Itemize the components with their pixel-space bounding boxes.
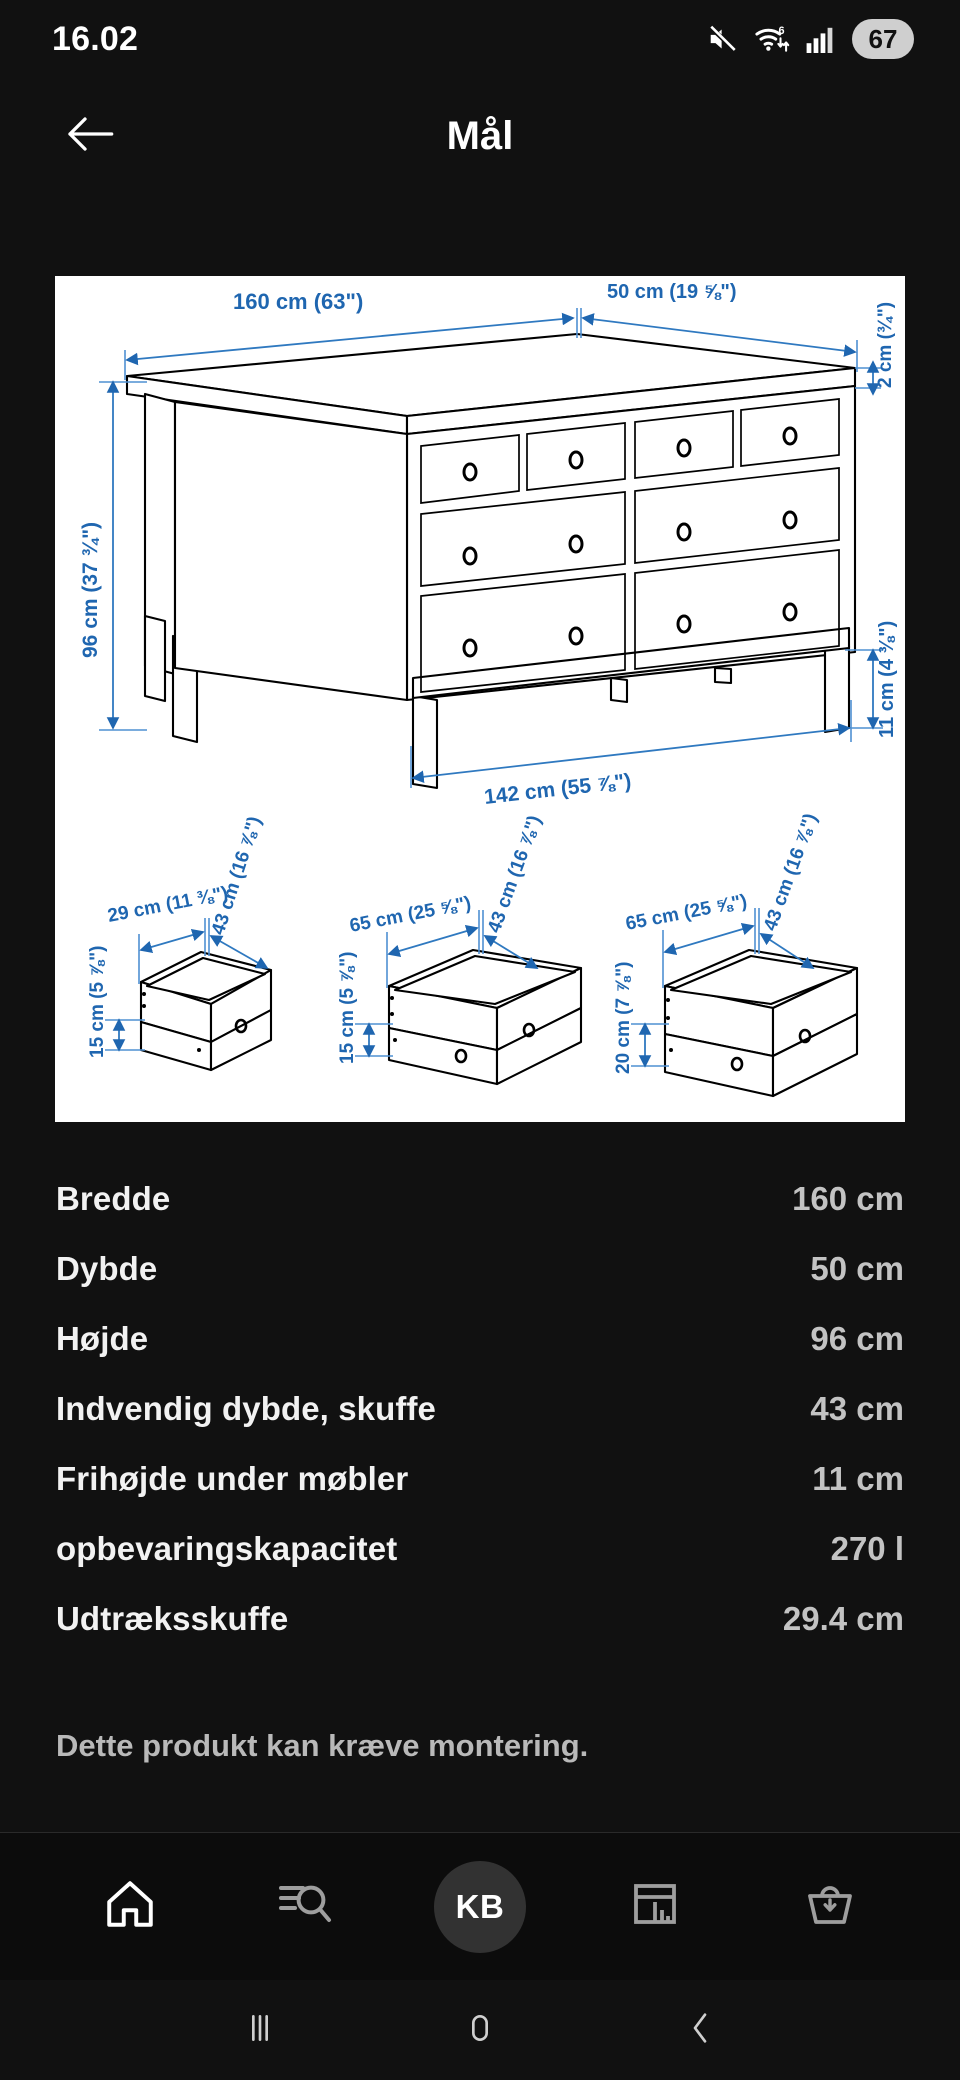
spec-value: 270 l [830, 1530, 904, 1567]
search-list-icon [277, 1878, 333, 1935]
dim-width-bottom: 142 cm (55 ⅞") [482, 769, 633, 809]
nav-item-search[interactable] [253, 1855, 357, 1959]
table-row [56, 1180, 904, 1250]
nav-item-cart[interactable] [778, 1855, 882, 1959]
spec-label: Udtræksskuffe [56, 1600, 289, 1637]
svg-text:6: 6 [778, 25, 785, 38]
spec-label: Frihøjde under møbler [56, 1460, 409, 1497]
wifi-6-icon [754, 24, 792, 54]
basket-icon [804, 1878, 856, 1935]
dim-top-thickness: 2 cm (¾") [875, 301, 896, 388]
spec-value: 96 cm [810, 1320, 904, 1357]
drawer-2-depth: 43 cm (16 ⅞") [759, 810, 822, 934]
status-clock: 16.02 [52, 19, 139, 58]
spec-value: 43 cm [810, 1390, 904, 1427]
spec-label: Indvendig dybde, skuffe [56, 1390, 437, 1427]
dimension-diagram[interactable] [55, 276, 905, 1122]
table-row [56, 1250, 904, 1320]
sysnav-home-button[interactable] [435, 1985, 525, 2075]
status-icons [706, 19, 914, 59]
sysnav-recents-button[interactable] [215, 1985, 305, 2075]
dimension-drawing [55, 276, 905, 1122]
assembly-note: Dette produkt kan kræve montering. [56, 1728, 589, 1763]
specs-list [0, 1180, 960, 1670]
table-row [56, 1390, 904, 1460]
drawer-2-height: 20 cm (7 ⅞") [613, 961, 634, 1074]
spec-value: 11 cm [812, 1460, 904, 1497]
table-row [56, 1320, 904, 1390]
page-title: Mål [446, 113, 514, 158]
avatar: KB [434, 1861, 526, 1953]
drawer-0-width: 29 cm (11 ⅜") [105, 883, 230, 927]
system-navigation-bar [0, 1980, 960, 2080]
nav-item-home[interactable] [78, 1855, 182, 1959]
drawer-0-height: 15 cm (5 ⅞") [87, 945, 108, 1058]
back-chevron-icon [680, 2008, 720, 2053]
app-bar [0, 88, 960, 184]
sysnav-back-button[interactable] [655, 1985, 745, 2075]
dim-width-top: 160 cm (63") [233, 289, 364, 314]
mute-icon [706, 24, 740, 54]
battery-badge: 67 [852, 19, 914, 59]
drawer-0-depth: 43 cm (16 ⅞") [207, 814, 266, 938]
spec-label: opbevaringskapacitet [56, 1530, 398, 1567]
back-arrow-icon [65, 114, 115, 159]
table-row [56, 1600, 904, 1670]
spec-value: 29.4 cm [782, 1600, 904, 1637]
drawer-1-height: 15 cm (5 ⅞") [337, 951, 358, 1064]
recents-icon [240, 2008, 280, 2053]
dim-height-left: 96 cm (37 ¾") [79, 521, 102, 658]
back-button[interactable] [62, 108, 118, 164]
dim-clearance-right: 11 cm (4 ⅜") [876, 620, 898, 738]
home-icon [103, 1877, 157, 1936]
spec-label: Højde [56, 1320, 149, 1357]
spec-value: 160 cm [792, 1180, 904, 1217]
spec-label: Bredde [56, 1180, 171, 1217]
status-bar [0, 0, 960, 78]
drawer-1-depth: 43 cm (16 ⅞") [483, 812, 546, 936]
nav-item-profile[interactable] [428, 1855, 532, 1959]
nav-item-store[interactable] [603, 1855, 707, 1959]
table-row [56, 1530, 904, 1600]
table-row [56, 1460, 904, 1530]
bottom-navigation [0, 1833, 960, 1980]
spec-label: Dybde [56, 1250, 158, 1287]
home-pill-icon [460, 2008, 500, 2053]
spec-value: 50 cm [810, 1250, 904, 1287]
dim-depth-top: 50 cm (19 ⅝") [607, 281, 737, 303]
drawer-2-width: 65 cm (25 ⅝") [623, 890, 749, 935]
drawer-1-width: 65 cm (25 ⅝") [347, 892, 473, 937]
store-icon [629, 1878, 681, 1935]
cellular-signal-icon [806, 25, 838, 53]
